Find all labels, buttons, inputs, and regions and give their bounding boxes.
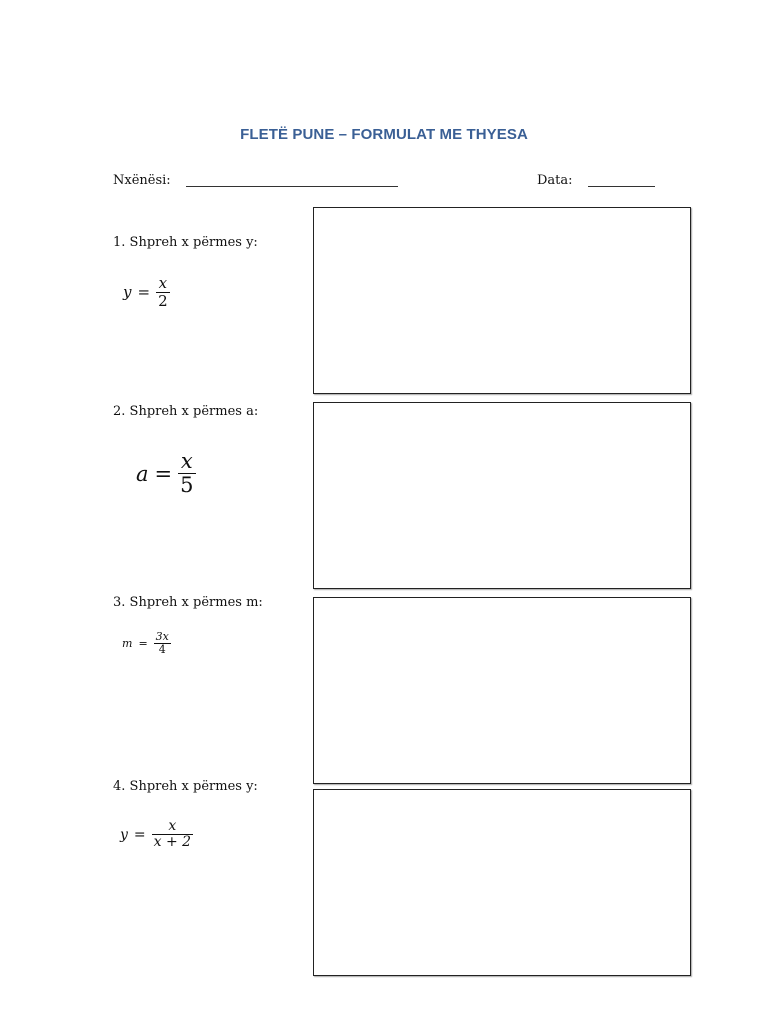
answer-box-4[interactable] xyxy=(313,789,691,976)
question-2-formula xyxy=(136,450,196,497)
answer-box-2[interactable] xyxy=(313,402,691,589)
worksheet-title: FLETË PUNE – FORMULAT ME THYESA xyxy=(240,126,528,143)
formula-equals: = xyxy=(133,826,146,843)
formula-lhs: y xyxy=(120,826,128,843)
formula-equals: = xyxy=(154,461,173,486)
answer-box-3[interactable] xyxy=(313,597,691,784)
formula-lhs: a xyxy=(136,461,149,486)
student-name-blank[interactable] xyxy=(186,186,398,187)
question-3-formula xyxy=(122,631,171,656)
formula-lhs: m xyxy=(122,637,133,651)
question-1-label: 1. Shpreh x përmes y: xyxy=(113,235,258,250)
formula-lhs: y xyxy=(123,283,132,301)
fraction-numerator: 3x xyxy=(155,630,169,643)
formula-equals: = xyxy=(137,283,151,301)
date-blank[interactable] xyxy=(588,186,655,187)
formula-equals: = xyxy=(138,637,148,651)
fraction-denominator: 2 xyxy=(158,291,168,310)
fraction-denominator: x + 2 xyxy=(153,834,192,851)
student-name-label: Nxënësi: xyxy=(113,173,171,188)
question-2-label: 2. Shpreh x përmes a: xyxy=(113,404,259,419)
fraction-numerator: x xyxy=(180,449,193,473)
fraction-denominator: 4 xyxy=(158,643,166,657)
fraction-numerator: x xyxy=(168,818,177,834)
question-3-label: 3. Shpreh x përmes m: xyxy=(113,595,263,610)
formula-fraction xyxy=(156,275,170,309)
formula-fraction xyxy=(178,450,195,497)
fraction-denominator: 5 xyxy=(180,473,194,498)
answer-box-1[interactable] xyxy=(313,207,691,394)
date-label: Data: xyxy=(537,173,573,188)
formula-fraction xyxy=(152,819,193,851)
fraction-numerator: x xyxy=(158,274,168,292)
formula-fraction xyxy=(154,631,171,656)
question-4-formula xyxy=(120,819,193,851)
question-1-formula xyxy=(123,275,170,309)
question-4-label: 4. Shpreh x përmes y: xyxy=(113,779,258,794)
